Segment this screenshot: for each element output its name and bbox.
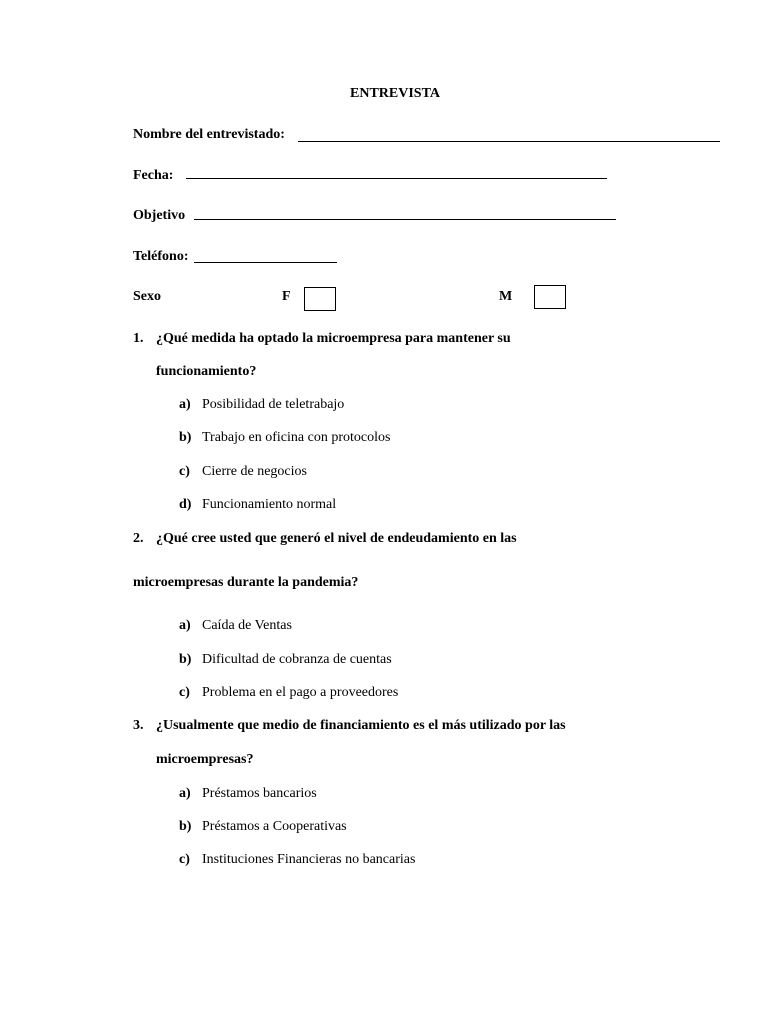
question-3-text: ¿Usualmente que medio de financiamiento es el más utilizado por las bbox=[156, 718, 566, 733]
option-text: Funcionamiento normal bbox=[202, 497, 337, 512]
option-text: Préstamos bancarios bbox=[202, 786, 317, 801]
option-letter: c) bbox=[179, 464, 190, 479]
sexo-f-label: F bbox=[282, 289, 291, 304]
sexo-m-checkbox[interactable] bbox=[534, 285, 566, 309]
option-q3-a[interactable] bbox=[179, 786, 317, 802]
question-1-text-cont: funcionamiento? bbox=[156, 364, 257, 379]
option-letter: d) bbox=[179, 497, 192, 512]
question-3-number: 3. bbox=[133, 718, 144, 733]
question-1-text: ¿Qué medida ha optado la microempresa para mantener su bbox=[156, 331, 511, 346]
option-text: Préstamos a Cooperativas bbox=[202, 819, 347, 834]
nombre-field[interactable] bbox=[298, 141, 720, 142]
option-q3-b[interactable] bbox=[179, 819, 347, 835]
telefono-label: Teléfono: bbox=[133, 249, 189, 264]
option-letter: c) bbox=[179, 852, 190, 867]
objetivo-field[interactable] bbox=[194, 219, 616, 220]
objetivo-label: Objetivo bbox=[133, 208, 186, 223]
option-q1-d[interactable] bbox=[179, 497, 336, 513]
nombre-label: Nombre del entrevistado: bbox=[133, 127, 285, 142]
option-q1-c[interactable] bbox=[179, 464, 307, 480]
option-q2-a[interactable] bbox=[179, 618, 292, 634]
option-letter: c) bbox=[179, 685, 190, 700]
option-text: Problema en el pago a proveedores bbox=[202, 685, 399, 700]
option-q3-c[interactable] bbox=[179, 852, 415, 868]
option-letter: b) bbox=[179, 819, 192, 834]
sexo-f-checkbox[interactable] bbox=[304, 287, 336, 311]
option-text: Trabajo en oficina con protocolos bbox=[202, 430, 391, 445]
option-letter: b) bbox=[179, 430, 192, 445]
question-3-text-cont: microempresas? bbox=[156, 752, 254, 767]
option-q1-b[interactable] bbox=[179, 430, 390, 446]
option-text: Dificultad de cobranza de cuentas bbox=[202, 652, 392, 667]
document-title: ENTREVISTA bbox=[350, 86, 440, 101]
sexo-m-label: M bbox=[499, 289, 513, 304]
option-text: Caída de Ventas bbox=[202, 618, 292, 633]
option-letter: a) bbox=[179, 618, 191, 633]
option-text: Cierre de negocios bbox=[202, 464, 307, 479]
fecha-label: Fecha: bbox=[133, 168, 174, 183]
question-2-text-cont: microempresas durante la pandemia? bbox=[133, 575, 359, 590]
sexo-label: Sexo bbox=[133, 289, 161, 304]
option-q2-c[interactable] bbox=[179, 685, 398, 701]
option-q1-a[interactable] bbox=[179, 397, 344, 413]
option-letter: b) bbox=[179, 652, 192, 667]
option-letter: a) bbox=[179, 397, 191, 412]
telefono-field[interactable] bbox=[194, 262, 337, 263]
option-letter: a) bbox=[179, 786, 191, 801]
option-q2-b[interactable] bbox=[179, 652, 392, 668]
option-text: Posibilidad de teletrabajo bbox=[202, 397, 345, 412]
question-2-number: 2. bbox=[133, 531, 144, 546]
question-1-number: 1. bbox=[133, 331, 144, 346]
fecha-field[interactable] bbox=[186, 178, 607, 179]
question-2-text: ¿Qué cree usted que generó el nivel de endeudamiento en las bbox=[156, 531, 517, 546]
option-text: Instituciones Financieras no bancarias bbox=[202, 852, 416, 867]
